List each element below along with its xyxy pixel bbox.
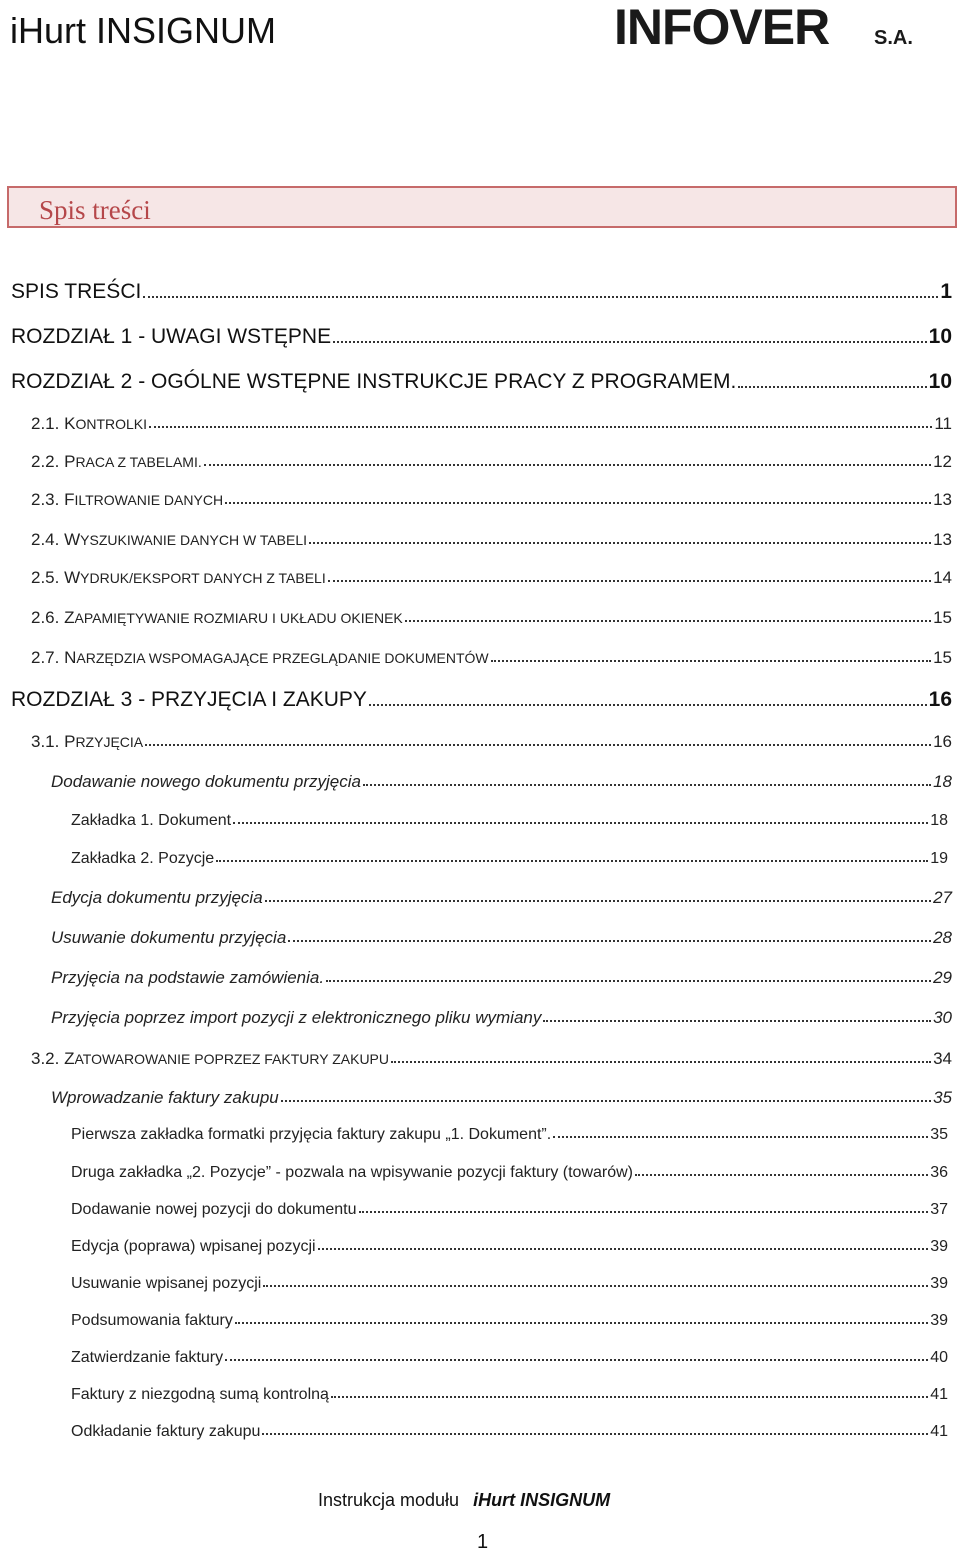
toc-entry-page: 14 (933, 568, 952, 587)
toc-entry[interactable] (51, 928, 952, 948)
toc-entry-label (11, 688, 367, 712)
toc-leader-dots (288, 940, 931, 942)
toc-entry-text: FILTROWANIE DANYCH (64, 490, 224, 509)
toc-entry-page: 10 (928, 325, 952, 348)
toc-entry-text: Usuwanie wpisanej pozycji (71, 1275, 262, 1292)
toc-entry-page: 28 (933, 928, 952, 947)
toc-entry-text: ZATOWAROWANIE POPRZEZ FAKTURY ZAKUPU (64, 1049, 390, 1068)
toc-entry-label (31, 490, 223, 510)
toc-leader-dots (333, 341, 927, 343)
toc-leader-dots (326, 980, 931, 982)
toc-entry[interactable] (31, 732, 952, 752)
toc-entry[interactable] (51, 1008, 952, 1028)
toc-entry[interactable] (71, 1126, 948, 1144)
toc-entry-number: 2.6. (31, 608, 65, 627)
toc-entry-page: 13 (933, 490, 952, 509)
toc-entry-number: 2.7. (31, 648, 65, 667)
toc-leader-dots (143, 296, 938, 298)
toc-leader-dots (265, 900, 931, 902)
toc-entry[interactable] (71, 1312, 948, 1330)
toc-leader-dots (491, 660, 931, 662)
toc-entry-number: 2.4. (31, 530, 65, 549)
toc-entry-label (51, 928, 286, 948)
toc-entry-text: Pierwsza zakładka formatki przyjęcia faktury zakupu „1. Dokument”. (71, 1126, 552, 1143)
toc-entry-page: 40 (930, 1349, 948, 1366)
toc-entry-label (71, 812, 231, 830)
toc-entry-text: SPIS TREŚCI (11, 280, 142, 303)
toc-leader-dots (225, 1359, 928, 1361)
toc-entry-text: NARZĘDZIA WSPOMAGAJĄCE PRZEGLĄDANIE DOKUMENTÓW (64, 648, 489, 667)
toc-entry[interactable] (71, 1386, 948, 1404)
toc-entry-text: WYSZUKIWANIE DANYCH W TABELI (64, 530, 308, 549)
toc-entry-page: 18 (933, 772, 952, 791)
toc-entry-label (31, 452, 202, 472)
toc-leader-dots (391, 1061, 931, 1063)
toc-entry-label (71, 850, 214, 868)
toc-entry-page: 30 (933, 1008, 952, 1027)
toc-leader-dots (635, 1174, 928, 1176)
toc-entry-label (51, 968, 324, 988)
toc-entry-page: 39 (930, 1275, 948, 1292)
toc-entry-number: 2.3. (31, 490, 65, 509)
toc-entry[interactable] (31, 490, 952, 510)
toc-entry-text: Dodawanie nowej pozycji do dokumentu (71, 1201, 357, 1218)
toc-entry-label (71, 1349, 223, 1367)
toc-entry-label (31, 1049, 389, 1069)
toc-entry-label (71, 1126, 551, 1144)
toc-leader-dots (553, 1136, 928, 1138)
toc-entry-text: Podsumowania faktury (71, 1312, 233, 1329)
logo-suffix: S.A. (874, 27, 913, 49)
toc-entry-text: Zakładka 1. Dokument (71, 812, 232, 829)
toc-entry-page: 12 (933, 452, 952, 471)
footer-label: Instrukcja modułu (318, 1490, 460, 1510)
toc-entry-label (71, 1423, 260, 1441)
toc-entry-page: 39 (930, 1312, 948, 1329)
toc-leader-dots (405, 620, 931, 622)
toc-entry[interactable] (51, 772, 952, 792)
toc-entry-label (51, 1088, 279, 1108)
toc-entry-number: 2.2. (31, 452, 65, 471)
toc-entry-page: 19 (930, 850, 948, 867)
toc-entry[interactable] (71, 1201, 948, 1219)
toc-entry[interactable] (71, 1164, 948, 1182)
toc-entry[interactable] (71, 812, 948, 830)
toc-entry-page: 15 (933, 608, 952, 627)
toc-leader-dots (145, 744, 931, 746)
footer-app-name: iHurt INSIGNUM (473, 1490, 611, 1510)
toc-entry-page: 16 (928, 688, 952, 711)
toc-leader-dots (543, 1020, 931, 1022)
toc-leader-dots (233, 822, 928, 824)
toc-entry-label (71, 1386, 329, 1404)
toc-entry[interactable] (31, 452, 952, 472)
toc-leader-dots (263, 1285, 928, 1287)
toc-entry-text: WYDRUK/EKSPORT DANYCH Z TABELI (64, 568, 326, 587)
toc-entry-text: Usuwanie dokumentu przyjęcia (51, 928, 287, 947)
toc-entry-label (71, 1164, 633, 1182)
toc-entry-label (11, 370, 736, 394)
toc-entry-text: Zakładka 2. Pozycje (71, 850, 215, 867)
toc-leader-dots (204, 464, 931, 466)
toc-entry-label (71, 1201, 357, 1219)
toc-entry-text: Edycja (poprawa) wpisanej pozycji (71, 1238, 316, 1255)
toc-entry[interactable] (71, 1275, 948, 1293)
toc-entry[interactable] (11, 370, 952, 394)
toc-entry[interactable] (11, 688, 952, 712)
toc-entry-label (31, 732, 143, 752)
toc-entry[interactable] (31, 1049, 952, 1069)
toc-entry-label (51, 888, 263, 908)
toc-leader-dots (328, 580, 931, 582)
toc-entry[interactable] (71, 1238, 948, 1256)
document-title: iHurt INSIGNUM (10, 10, 277, 51)
toc-entry-label (51, 772, 361, 792)
toc-entry-page: 18 (930, 812, 948, 829)
toc-entry-page: 1 (940, 280, 952, 303)
toc-entry-page: 39 (930, 1238, 948, 1255)
toc-entry-label (11, 325, 331, 349)
toc-entry[interactable] (51, 888, 952, 908)
toc-leader-dots (318, 1248, 929, 1250)
toc-leader-dots (331, 1396, 928, 1398)
toc-entry-text: Przyjęcia na podstawie zamówienia. (51, 968, 325, 987)
toc-entry-number: 2.5. (31, 568, 65, 587)
toc-entry-text: Zatwierdzanie faktury (71, 1349, 224, 1366)
infover-logo (612, 0, 932, 56)
toc-leader-dots (738, 386, 926, 388)
toc-entry-label (51, 1008, 541, 1028)
toc-entry-text: Druga zakładka „2. Pozycje” - pozwala na wpisywanie pozycji faktury (towarów) (71, 1164, 633, 1181)
toc-entry-number: 3.2. (31, 1049, 65, 1068)
logo-text: INFOVER (614, 0, 830, 55)
toc-entry[interactable] (31, 414, 952, 434)
toc-leader-dots (235, 1322, 928, 1324)
toc-entry[interactable] (71, 850, 948, 868)
toc-entry-text: Edycja dokumentu przyjęcia (51, 888, 263, 907)
toc-entry-text: Przyjęcia poprzez import pozycji z elektronicznego pliku wymiany (51, 1008, 542, 1027)
toc-entry-page: 15 (933, 648, 952, 667)
toc-entry-text: Dodawanie nowego dokumentu przyjęcia (51, 772, 361, 791)
page-number: 1 (477, 1531, 489, 1553)
toc-entry-text: KONTROLKI (64, 414, 148, 433)
toc-entry-text: PRZYJĘCIA (64, 732, 144, 751)
toc-entry-label (71, 1275, 261, 1293)
toc-leader-dots (309, 542, 931, 544)
toc-entry-text: ROZDZIAŁ 2 - OGÓLNE WSTĘPNE INSTRUKCJE PRACY Z PROGRAMEM. (11, 370, 737, 393)
toc-heading: Spis treści (39, 195, 151, 225)
toc-entry-text: ROZDZIAŁ 1 - UWAGI WSTĘPNE (11, 325, 332, 348)
toc-entry-page: 13 (933, 530, 952, 549)
toc-entry[interactable] (31, 648, 952, 668)
footer (318, 1490, 610, 1511)
toc-entry[interactable] (51, 968, 952, 988)
toc-entry-page: 36 (930, 1164, 948, 1181)
toc-entry-page: 10 (928, 370, 952, 393)
toc-entry-text: ZAPAMIĘTYWANIE ROZMIARU I UKŁADU OKIENEK (64, 608, 403, 627)
toc-entry[interactable] (31, 568, 952, 588)
toc-entry-label (31, 608, 403, 628)
toc-leader-dots (225, 502, 931, 504)
toc-entry-page: 16 (933, 732, 952, 751)
toc-entry-number: 3.1. (31, 732, 65, 751)
toc-entry[interactable] (51, 1088, 952, 1108)
toc-leader-dots (369, 704, 927, 706)
toc-entry-page: 35 (930, 1126, 948, 1143)
toc-entry[interactable] (11, 325, 952, 349)
toc-leader-dots (363, 784, 931, 786)
toc-entry-page: 34 (933, 1049, 952, 1068)
toc-leader-dots (262, 1433, 928, 1435)
toc-entry[interactable] (71, 1349, 948, 1367)
toc-entry-label (31, 414, 147, 434)
toc-entry-label (71, 1312, 233, 1330)
toc-entry[interactable] (11, 280, 952, 304)
toc-entry-text: Odkładanie faktury zakupu (71, 1423, 261, 1440)
toc-entry-page: 27 (933, 888, 952, 907)
toc-entry-text: Faktury z niezgodną sumą kontrolną (71, 1386, 329, 1403)
toc-entry-number: 2.1. (31, 414, 65, 433)
toc-entry-label (31, 530, 307, 550)
toc-entry[interactable] (31, 530, 952, 550)
toc-entry-label (11, 280, 141, 304)
toc-entry-text: ROZDZIAŁ 3 - PRZYJĘCIA I ZAKUPY (11, 688, 367, 711)
toc-entry-label (31, 568, 326, 588)
toc-entry-page: 37 (930, 1201, 948, 1218)
toc-leader-dots (281, 1100, 931, 1102)
toc-entry-label (31, 648, 489, 668)
toc-entry-page: 35 (933, 1088, 952, 1107)
toc-leader-dots (149, 426, 932, 428)
toc-entry[interactable] (71, 1423, 948, 1441)
toc-entry-page: 41 (930, 1423, 948, 1440)
toc-leader-dots (216, 860, 928, 862)
toc-entry-page: 29 (933, 968, 952, 987)
toc-entry-text: PRACA Z TABELAMI. (64, 452, 202, 471)
toc-entry-label (71, 1238, 316, 1256)
toc-leader-dots (359, 1211, 929, 1213)
toc-entry-page: 41 (930, 1386, 948, 1403)
toc-entry[interactable] (31, 608, 952, 628)
toc-entry-page: 11 (934, 414, 952, 433)
toc-entry-text: Wprowadzanie faktury zakupu (51, 1088, 279, 1107)
toc-heading-banner (7, 186, 957, 228)
